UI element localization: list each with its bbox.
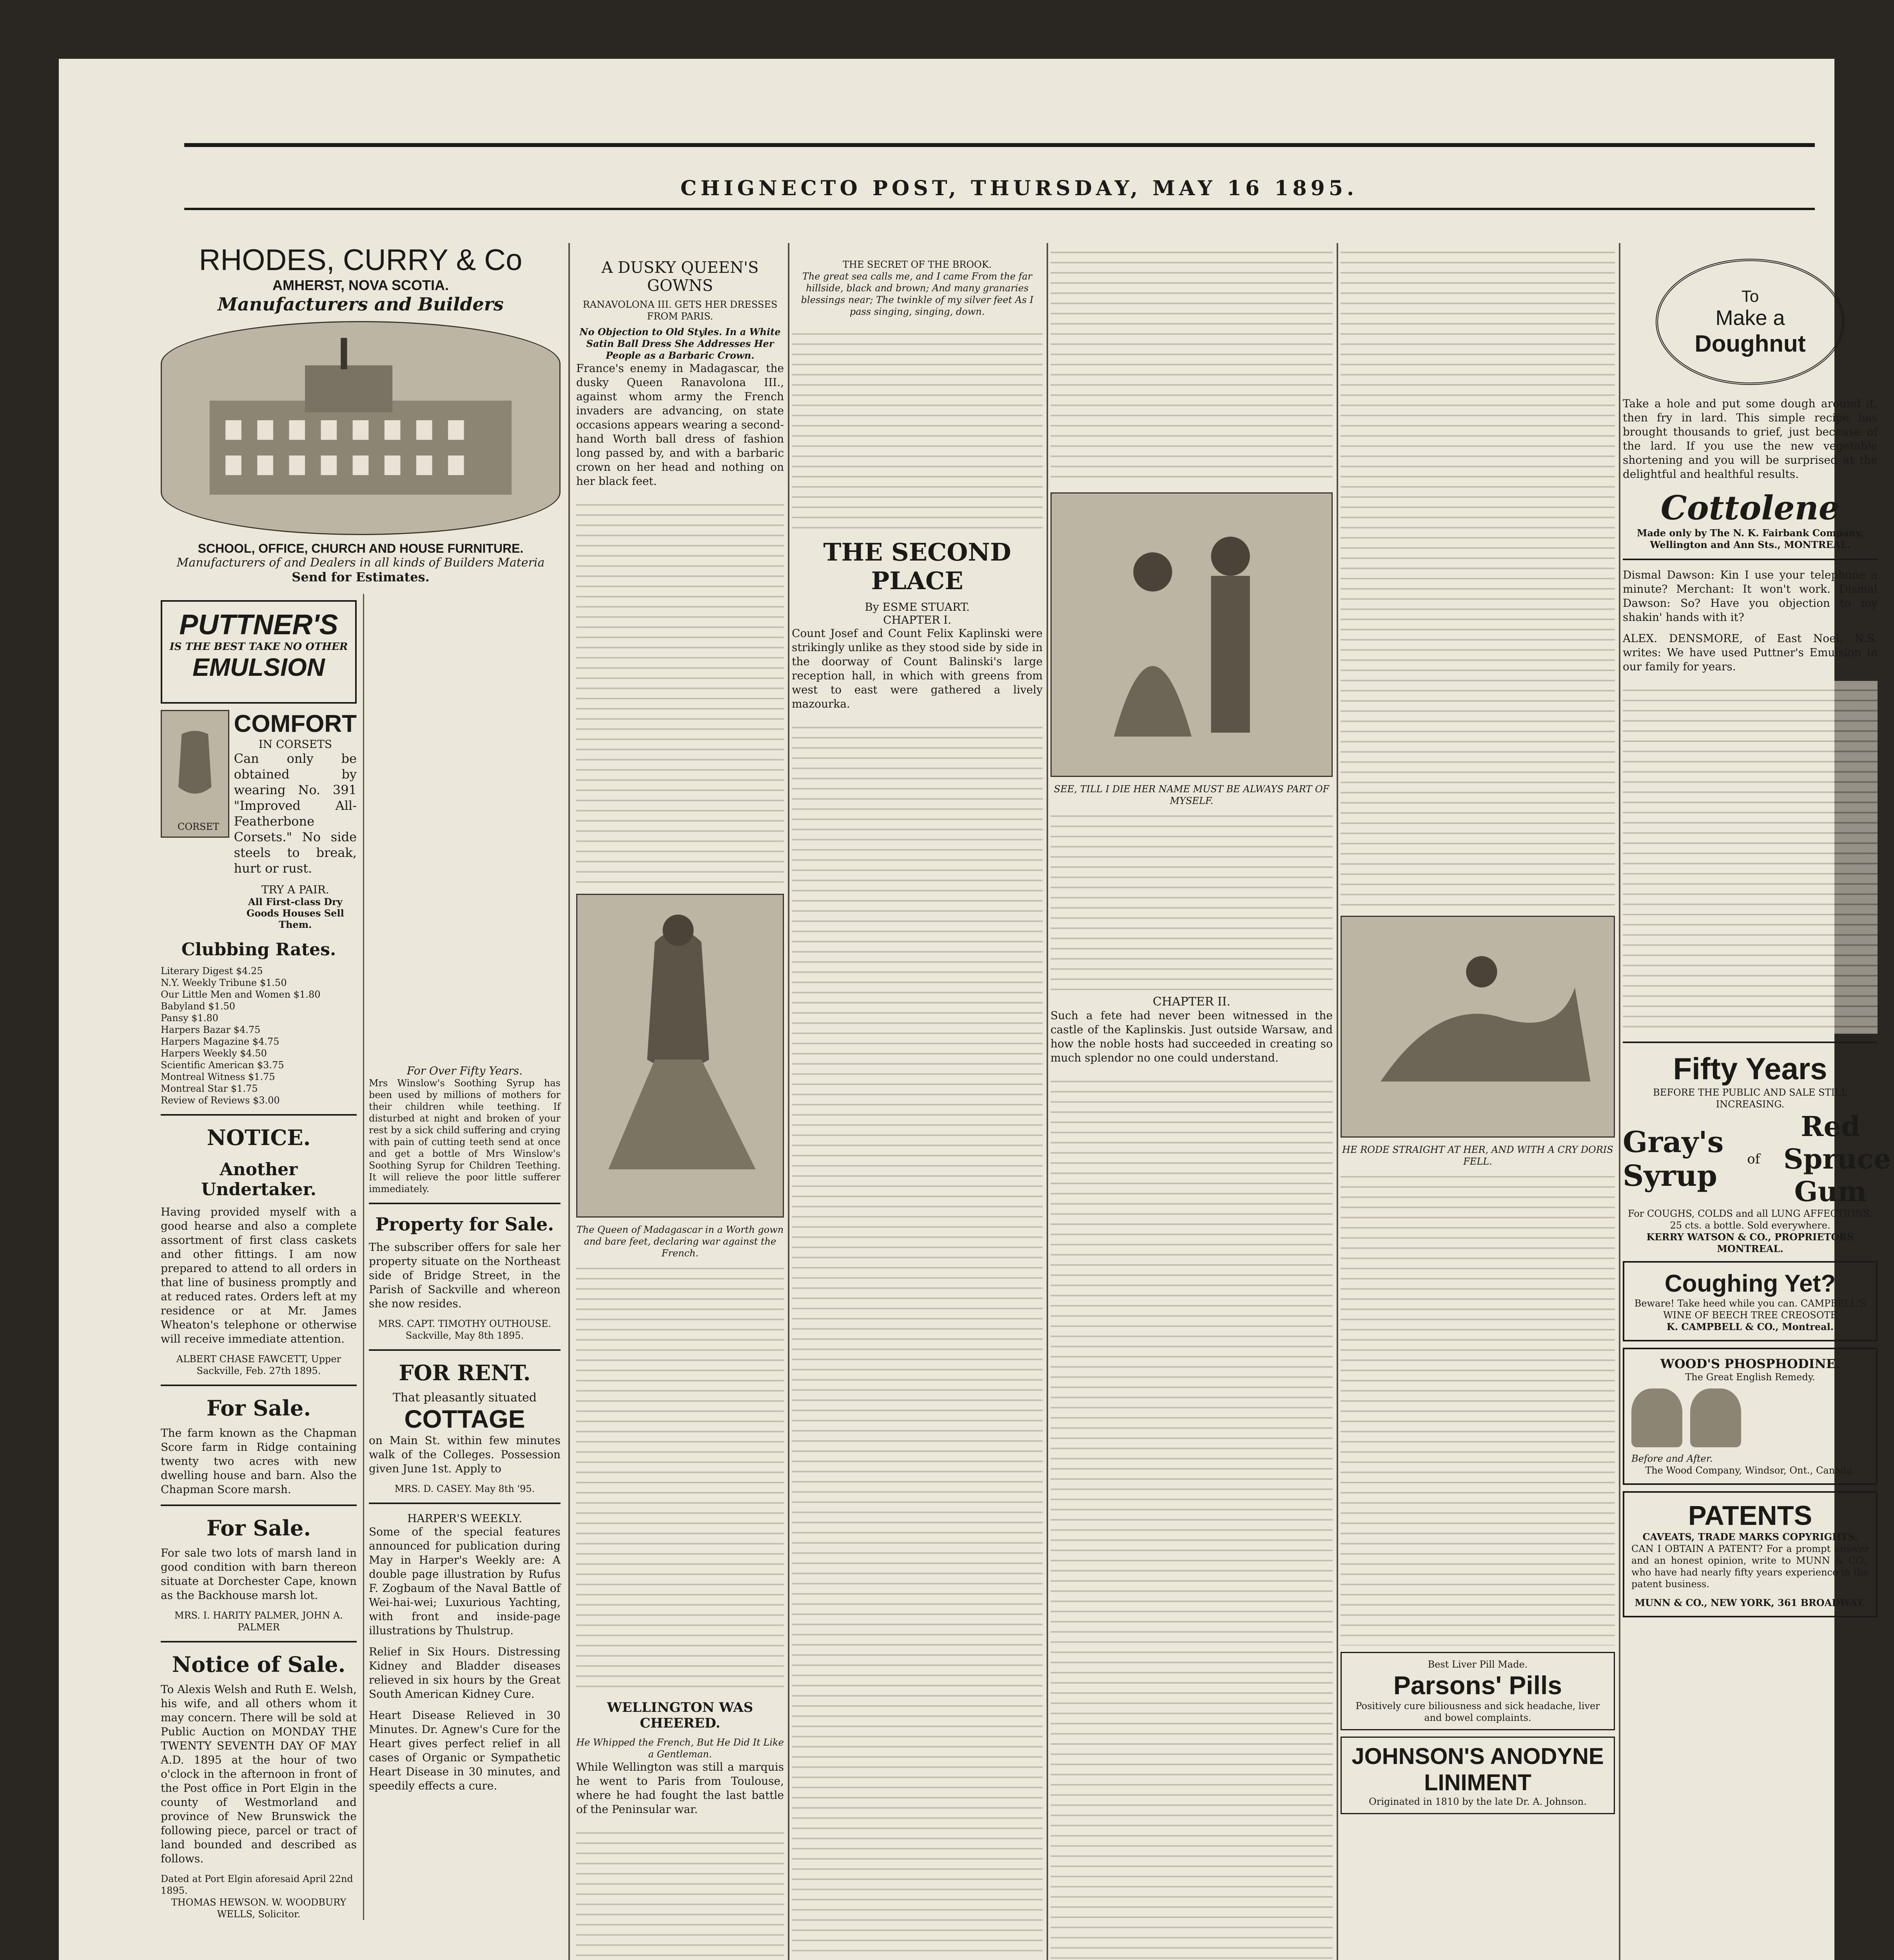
clubbing-row: Harpers Bazar $4.75 — [161, 1024, 261, 1035]
patents-sub: CAVEATS, TRADE MARKS COPYRIGHTS. — [1642, 1531, 1858, 1543]
queen-illustration — [577, 895, 783, 1216]
patents-address: MUNN & CO., NEW YORK, 361 BROADWAY. — [1635, 1597, 1866, 1608]
puttner-line1: PUTTNER'S — [179, 609, 338, 641]
clubbing-row: Babyland $1.50 — [161, 1001, 236, 1012]
factory-engraving — [161, 321, 561, 535]
rider-illustration — [1342, 917, 1614, 1136]
column-dusky-queen — [576, 243, 784, 1960]
comfort-body: Can only be obtained by wearing No. 391 "Improved All-Featherbone Corsets." No side steels to break, hurt or rust. — [234, 751, 357, 876]
corset-illustration — [161, 710, 229, 838]
divider — [1623, 559, 1878, 560]
chapter1-text-lines — [792, 718, 1043, 1960]
forrent-title: FOR RENT. — [399, 1360, 531, 1385]
column-rule — [568, 243, 570, 1960]
right-text-lines — [1623, 681, 1878, 1034]
cottolene-title: Cottolene — [1660, 488, 1840, 527]
wellington-text-lines — [576, 1824, 784, 1960]
second-place-title: THE SECOND PLACE — [823, 538, 1011, 595]
clubbing-row: Montreal Witness $1.75 — [161, 1071, 275, 1082]
clubbing-row: Literary Digest $4.25 — [161, 965, 263, 976]
notice1-title: NOTICE. — [207, 1125, 311, 1150]
phosphodine-before: Before and After. — [1631, 1453, 1713, 1464]
chapter1-body: Count Josef and Count Felix Kaplinski were strikingly unlike as they stood side by side in the doorway of Count Balinski's large reception hall, in which with greens from west to east were gathered a lively mazourka. — [792, 627, 1043, 710]
coughing-body: Beware! Take heed while you can. CAMPBELL'S WINE OF BEECH TREE CREOSOTE — [1634, 1298, 1866, 1321]
fiftyyears-title: Fifty Years — [1673, 1051, 1827, 1086]
column-story-chapter3 — [1341, 243, 1615, 1960]
cottolene-maker: Made only by The N. K. Fairbank Company, Wellington and Ann Sts., MONTREAL. — [1636, 527, 1864, 550]
divider — [161, 1504, 357, 1506]
clubbing-title: Clubbing Rates. — [181, 940, 336, 960]
masthead: CHIGNECTO POST, THURSDAY, MAY 16 1895. — [680, 176, 1358, 200]
chapter2-text-lines — [1050, 1072, 1333, 1960]
phosphodine-ad — [1623, 1348, 1878, 1485]
comfort-title: COMFORT — [234, 710, 357, 737]
clubbing-row: Pansy $1.80 — [161, 1013, 219, 1024]
doughnut-badge — [1656, 259, 1845, 385]
secret-title: THE SECRET OF THE BROOK. — [842, 259, 992, 270]
parsons-title: Parsons' Pills — [1393, 1671, 1562, 1700]
factory-illustration — [162, 322, 559, 534]
dialogue-letter: ALEX. DENSMORE, of East Noel, N.S. writes: We have used Puttner's Emulsion in our family for years. — [1623, 632, 1878, 673]
divider — [1623, 1042, 1878, 1043]
forsale1-body: The farm known as the Chapman Score farm in Ridge containing twenty two acres with new dwelling house and barn. Also the Chapman Score marsh. — [161, 1426, 357, 1496]
queen-engraving — [576, 894, 784, 1218]
clubbing-row: Our Little Men and Women $1.80 — [161, 989, 321, 1000]
phosphodine-title: WOOD'S PHOSPHODINE. — [1660, 1356, 1840, 1371]
johnson-body: Originated in 1810 by the late Dr. A. Johnson. — [1369, 1796, 1587, 1807]
top-rule — [184, 143, 1815, 147]
of-word: of — [1747, 1151, 1760, 1167]
chapter1-title: CHAPTER I. — [883, 613, 951, 626]
story-text-lines-4 — [1341, 1167, 1615, 1646]
couple-engraving — [1050, 492, 1333, 777]
before-portrait — [1631, 1388, 1682, 1447]
dusky-body: France's enemy in Madagascar, the dusky Queen Ranavolona III., against whom army the French invaders are advancing, on state occasions appears wearing a second-hand Worth ball dress of fashion long passed by, and with a barbaric crown on her head and nothing on her black feet. — [576, 362, 784, 488]
notice1-sign: ALBERT CHASE FAWCETT, Upper Sackville, Feb. 27th 1895. — [176, 1354, 341, 1376]
clubbing-row: Harpers Magazine $4.75 — [161, 1036, 279, 1047]
notice2-sign: THOMAS HEWSON. W. WOODBURY WELLS, Solicitor. — [171, 1897, 347, 1920]
rhodes-title: RHODES, CURRY & Co — [199, 243, 522, 277]
dusky-title: A DUSKY QUEEN'S GOWNS — [601, 259, 759, 295]
coughing-title: Coughing Yet? — [1664, 1270, 1836, 1297]
grays-word: Gray's — [1623, 1125, 1724, 1159]
divider — [369, 1503, 561, 1504]
clubbing-row: Harpers Weekly $4.50 — [161, 1048, 267, 1059]
comfort-houses: All First-class Dry Goods Houses Sell Them. — [246, 896, 344, 930]
dusky-text-lines — [576, 495, 784, 887]
rhodes-tagline: Manufacturers and Builders — [218, 294, 504, 315]
johnson-title: JOHNSON'S ANODYNE LINIMENT — [1352, 1744, 1604, 1795]
johnson-ad — [1341, 1737, 1615, 1814]
divider — [369, 1203, 561, 1204]
forrent-cottage: COTTAGE — [404, 1405, 525, 1433]
dusky-sub1: RANAVOLONA III. GETS HER DRESSES FROM PARIS. — [582, 299, 778, 322]
chapter2-body: Such a fete had never been witnessed in the castle of the Kaplinskis. Just outside Warsaw, and how the noble hosts had succeeded in creating so much splendor no one could understand. — [1050, 1009, 1333, 1064]
column-right — [1623, 243, 1891, 1960]
wellington-title: WELLINGTON WAS CHEERED. — [607, 1700, 753, 1731]
wellington-body: While Wellington was still a marquis he went to Paris from Toulouse, where he had fought the last battle of the Peninsular war. — [576, 1760, 784, 1816]
property-body: The subscriber offers for sale her property situate on the Northeast side of Bridge Street, in the Parish of Sackville and whereon she now resides. — [369, 1241, 561, 1310]
couple-illustration — [1052, 494, 1332, 776]
column-second-place — [792, 243, 1043, 1960]
notice1-body: Having provided myself with a good hearse and also a complete assortment of first class caskets and other fittings. I am now prepared to attend to all orders in that line of business promptly and at reduced rates. Orders left at my residence or at Mr. James Wheaton's telephone or otherwise will receive immediate attention. — [161, 1205, 357, 1345]
after-portrait — [1690, 1388, 1741, 1447]
fiftyyears-sub: BEFORE THE PUBLIC AND SALE STILL INCREASING. — [1653, 1087, 1847, 1110]
harpers-title: HARPER'S WEEKLY. — [407, 1512, 522, 1525]
fifty-years-title: For Over Fifty Years. — [406, 1064, 523, 1077]
notice1-sub: Another Undertaker. — [201, 1160, 317, 1200]
rhodes-dealers: Manufacturers of and Dealers in all kinds of Builders Materia — [176, 556, 545, 570]
story-text-lines-3 — [1341, 243, 1615, 909]
queen-caption: The Queen of Madagascar in a Worth gown and bare feet, declaring war against the French. — [576, 1224, 784, 1259]
column-left — [161, 243, 561, 1960]
column-rule — [1047, 243, 1048, 1960]
column-story-continued — [1050, 243, 1333, 1960]
rhodes-place: AMHERST, NOVA SCOTIA. — [272, 277, 449, 293]
forrent-sub: That pleasantly situated — [392, 1391, 537, 1405]
coughing-ad — [1623, 1261, 1878, 1341]
forsale1-title: For Sale. — [206, 1396, 311, 1421]
forsale2-body: For sale two lots of marsh land in good condition with barn thereon situate at Dorchester Cape, known as the Backhouse marsh lot. — [161, 1546, 357, 1602]
patents-title: PATENTS — [1688, 1500, 1812, 1531]
second-place-author: By ESME STUART. — [865, 601, 970, 613]
parsons-head: Best Liver Pill Made. — [1428, 1659, 1528, 1670]
rhodes-estimates: Send for Estimates. — [292, 570, 430, 584]
relief-body: Relief in Six Hours. Distressing Kidney and Bladder diseases relieved in six hours by the Great South American Kidney Cure. — [369, 1645, 561, 1700]
notice2-date: Dated at Port Elgin aforesaid April 22nd 1895. — [161, 1873, 353, 1896]
column-rule — [1619, 243, 1620, 1960]
corset-label: CORSET — [178, 821, 220, 832]
rider-caption: HE RODE STRAIGHT AT HER, AND WITH A CRY DORIS FELL. — [1342, 1144, 1613, 1167]
wellington-sub: He Whipped the French, But He Did It Like a Gentleman. — [576, 1737, 784, 1760]
dialogue-body: Dismal Dawson: Kin I use your telephone a minute? Merchant: It won't work. Dismal Dawson: So? Have you objection to my shakin' hands with it? — [1623, 568, 1878, 624]
phosphodine-portraits — [1631, 1388, 1869, 1447]
divider — [161, 1114, 357, 1116]
chapter2-title: CHAPTER II. — [1152, 995, 1231, 1009]
rider-engraving — [1341, 916, 1615, 1138]
cottolene-body: Take a hole and put some dough around it, then fry in lard. This simple recipe has brought thousands to grief, just because of the lard. If you use the new vegetable shortening and you will be surprised at the delightful and healthful results. — [1623, 397, 1878, 481]
notice2-body: To Alexis Welsh and Ruth E. Welsh, his wife, and all others whom it may concern. There will be sold at Public Auction on MONDAY THE TWENTY SEVENTH DAY OF MAY A.D. 1895 at the hour of two o'clock in the afternoon in front of the Post office in Port Elgin in the county of Westmorland and province of New Brunswick the following piece, parcel or tract of land bounded and described as follows. — [161, 1683, 357, 1865]
fiftyyears-cough: For COUGHS, COLDS and all LUNG AFFECTIONS. 25 cts. a bottle. Sold everywhere. — [1628, 1208, 1872, 1231]
dusky-text-lines-2 — [576, 1259, 784, 1690]
story-text-lines-2 — [1050, 807, 1333, 995]
dusky-sub2: No Objection to Old Styles. In a White Satin Ball Dress She Addresses Her People as a Barbaric Crown. — [579, 326, 781, 361]
forsale2-title: For Sale. — [206, 1515, 311, 1541]
couple-caption: SEE, TILL I DIE HER NAME MUST BE ALWAYS PART OF MYSELF. — [1054, 784, 1330, 806]
heart-body: Heart Disease Relieved in 30 Minutes. Dr. Agnew's Cure for the Heart gives perfect relief in all cases of Organic or Sympathetic Heart Disease in 30 minutes, and speedily effects a cure. — [369, 1709, 561, 1792]
clubbing-list — [161, 965, 357, 1106]
column-rule — [788, 243, 789, 1960]
clubbing-row: Scientific American $3.75 — [161, 1060, 284, 1071]
story-text-lines — [1050, 243, 1333, 486]
divider — [161, 1385, 357, 1386]
clubbing-row: N.Y. Weekly Tribune $1.50 — [161, 977, 287, 988]
corset-icon — [162, 711, 228, 837]
newspaper-page — [59, 59, 1891, 1960]
comfort-sub: IN CORSETS — [258, 738, 332, 751]
doughnut-line2: Make a — [1715, 306, 1785, 330]
harpers-body: Some of the special features announced for publication during May in Harper's Weekly are: A double page illustration by Rufus F. Zogbaum of the Naval Battle of Wei-hai-wei; Luxurious Yachting, with front and inside-page illustrations by Thulstrup. — [369, 1525, 561, 1637]
puttner-line2: IS THE BEST TAKE NO OTHER — [169, 641, 348, 653]
syrup-word: Syrup — [1623, 1159, 1717, 1193]
parsons-body: Positively cure biliousness and sick headache, liver and bowel complaints. — [1355, 1700, 1600, 1723]
column-rule — [1337, 243, 1338, 1960]
fifty-years-body: Mrs Winslow's Soothing Syrup has been used by millions of mothers for their children while teething. If disturbed at night and broken of your rest by a sick child suffering and crying with pain of cutting teeth send at once and get a bottle of Mrs Winslow's Soothing Syrup for Children Teething. It will relieve the poor little sufferer immediately. — [369, 1078, 561, 1194]
forrent-sign: MRS. D. CASEY. May 8th '95. — [394, 1483, 535, 1494]
red-spruce-gum: Red Spruce Gum — [1783, 1110, 1891, 1208]
notice2-title: Notice of Sale. — [172, 1652, 346, 1677]
comfort-try: TRY A PAIR. — [261, 883, 329, 896]
puttner-line3: EMULSION — [192, 653, 325, 681]
patents-ad — [1623, 1491, 1878, 1617]
doughnut-line1: To — [1741, 287, 1759, 305]
masthead-rule — [184, 208, 1815, 210]
forrent-body: on Main St. within few minutes walk of the Colleges. Possession given June 1st. Apply to — [369, 1434, 561, 1475]
coughing-maker: K. CAMPBELL & CO., Montreal. — [1666, 1321, 1834, 1332]
puttner-ad — [161, 600, 357, 704]
clubbing-row: Montreal Star $1.75 — [161, 1083, 258, 1094]
rhodes-furniture: SCHOOL, OFFICE, CHURCH AND HOUSE FURNITURE. — [198, 541, 524, 555]
property-title: Property for Sale. — [375, 1214, 554, 1235]
doughnut-line3: Doughnut — [1694, 330, 1806, 357]
divider — [369, 1349, 561, 1351]
patents-body: CAN I OBTAIN A PATENT? For a prompt answer and an honest opinion, write to MUNN & CO., who have had nearly fifty years experience in the patent business. — [1631, 1543, 1869, 1590]
poem-lines — [792, 325, 1043, 528]
clubbing-row: Review of Reviews $3.00 — [161, 1095, 280, 1106]
phosphodine-sub: The Great English Remedy. — [1685, 1372, 1815, 1383]
divider — [161, 1641, 357, 1642]
secret-poem: The great sea calls me, and I came From the far hillside, black and brown; And many granaries blessings near; The twinkle of my silver feet As I pass singing, singing, down. — [801, 271, 1034, 317]
forsale2-sign: MRS. I. HARITY PALMER, JOHN A. PALMER — [174, 1610, 343, 1633]
fiftyyears-maker: KERRY WATSON & CO., PROPRIETORS MONTREAL. — [1646, 1231, 1854, 1254]
phosphodine-maker: The Wood Company, Windsor, Ont., Canada. — [1645, 1465, 1855, 1476]
parsons-ad — [1341, 1652, 1615, 1730]
property-sign: MRS. CAPT. TIMOTHY OUTHOUSE. Sackville, May 8th 1895. — [378, 1318, 552, 1341]
